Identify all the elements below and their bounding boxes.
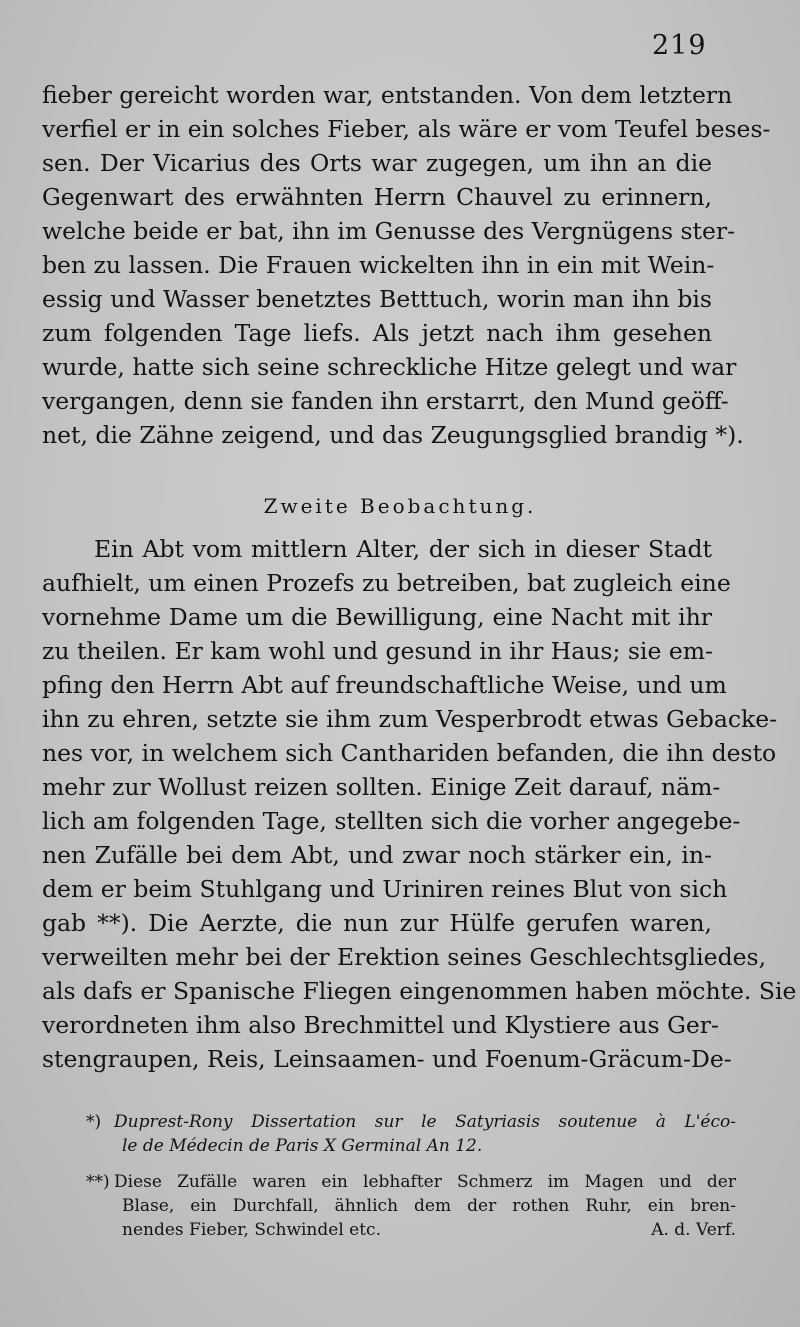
footnote-text: Duprest-Rony Dissertation sur le Satyriasis soutenue à L'éco- — [114, 1112, 736, 1132]
footnotes — [86, 1110, 736, 1242]
text-line: mehr zur Wollust reizen sollten. Einige Zeit darauf, näm- — [42, 773, 721, 801]
text-line: welche beide er bat, ihn im Genusse des Vergnügens ster- — [42, 217, 736, 245]
footnote-1 — [86, 1110, 736, 1158]
text-line: sen. Der Vicarius des Orts war zugegen, um ihn an die — [42, 149, 712, 177]
text-line: verordneten ihm also Brechmittel und Klystiere aus Ger- — [42, 1011, 719, 1039]
text-line: vornehme Dame um die Bewilligung, eine Nacht mit ihr — [42, 603, 712, 631]
footnote-2 — [86, 1170, 736, 1242]
text-line: net, die Zähne zeigend, und das Zeugungsglied brandig *). — [42, 421, 744, 449]
page-number: 219 — [652, 30, 707, 61]
text-line: nen Zufälle bei dem Abt, und zwar noch stärker ein, in- — [42, 841, 712, 869]
text-line: essig und Wasser benetztes Betttuch, worin man ihn bis — [42, 285, 712, 313]
text-line: dem er beim Stuhlgang und Uriniren reines Blut von sich — [42, 875, 728, 903]
text-line: zu theilen. Er kam wohl und gesund in ihr Haus; sie em- — [42, 637, 713, 665]
footnote-text: nendes Fieber, Schwindel etc. — [122, 1220, 381, 1240]
text-line: stengraupen, Reis, Leinsaamen- und Foenum-Gräcum-De- — [42, 1045, 732, 1073]
footnote-mark: **) — [86, 1172, 110, 1192]
text-line: vergangen, denn sie fanden ihn erstarrt, den Mund geöff- — [42, 387, 729, 415]
text-line: ihn zu ehren, setzte sie ihm zum Vesperbrodt etwas Gebacke- — [42, 705, 778, 733]
text-line: wurde, hatte sich seine schreckliche Hitze gelegt und war — [42, 353, 737, 381]
footnote-mark: *) — [86, 1112, 102, 1132]
text-line: zum folgenden Tage liefs. Als jetzt nach ihm gesehen — [42, 319, 712, 347]
text-line: verweilten mehr bei der Erektion seines Geschlechtsgliedes, — [42, 943, 767, 971]
text-line: aufhielt, um einen Prozefs zu betreiben, bat zugleich eine — [42, 569, 731, 597]
text-line: verfiel er in ein solches Fieber, als wäre er vom Teufel beses- — [42, 115, 771, 143]
text-line: Ein Abt vom mittlern Alter, der sich in dieser Stadt — [94, 535, 712, 563]
footnote-text: le de Médecin de Paris X Germinal An 12. — [122, 1136, 483, 1156]
text-line: fieber gereicht worden war, entstanden. Von dem letztern — [42, 81, 733, 109]
text-line: pfing den Herrn Abt auf freundschaftliche Weise, und um — [42, 671, 727, 699]
footnote-text: Diese Zufälle waren ein lebhafter Schmerz im Magen und der — [114, 1172, 736, 1192]
section-heading: Zweite Beobachtung. — [263, 494, 537, 518]
footnote-text: Blase, ein Durchfall, ähnlich dem der rothen Ruhr, ein bren- — [122, 1196, 736, 1216]
text-line: gab **). Die Aerzte, die nun zur Hülfe gerufen waren, — [42, 909, 712, 937]
author-signature: A. d. Verf. — [651, 1220, 736, 1240]
section-two-text — [42, 532, 797, 1076]
text-line: ben zu lassen. Die Frauen wickelten ihn in ein mit Wein- — [42, 251, 715, 279]
text-line: nes vor, in welchem sich Canthariden befanden, die ihn desto — [42, 739, 777, 767]
text-line: als dafs er Spanische Fliegen eingenommen haben möchte. Sie — [42, 977, 797, 1005]
text-line: lich am folgenden Tage, stellten sich die vorher angegebe- — [42, 807, 741, 835]
section-one-text — [42, 78, 771, 452]
text-line: Gegenwart des erwähnten Herrn Chauvel zu erinnern, — [42, 183, 712, 211]
